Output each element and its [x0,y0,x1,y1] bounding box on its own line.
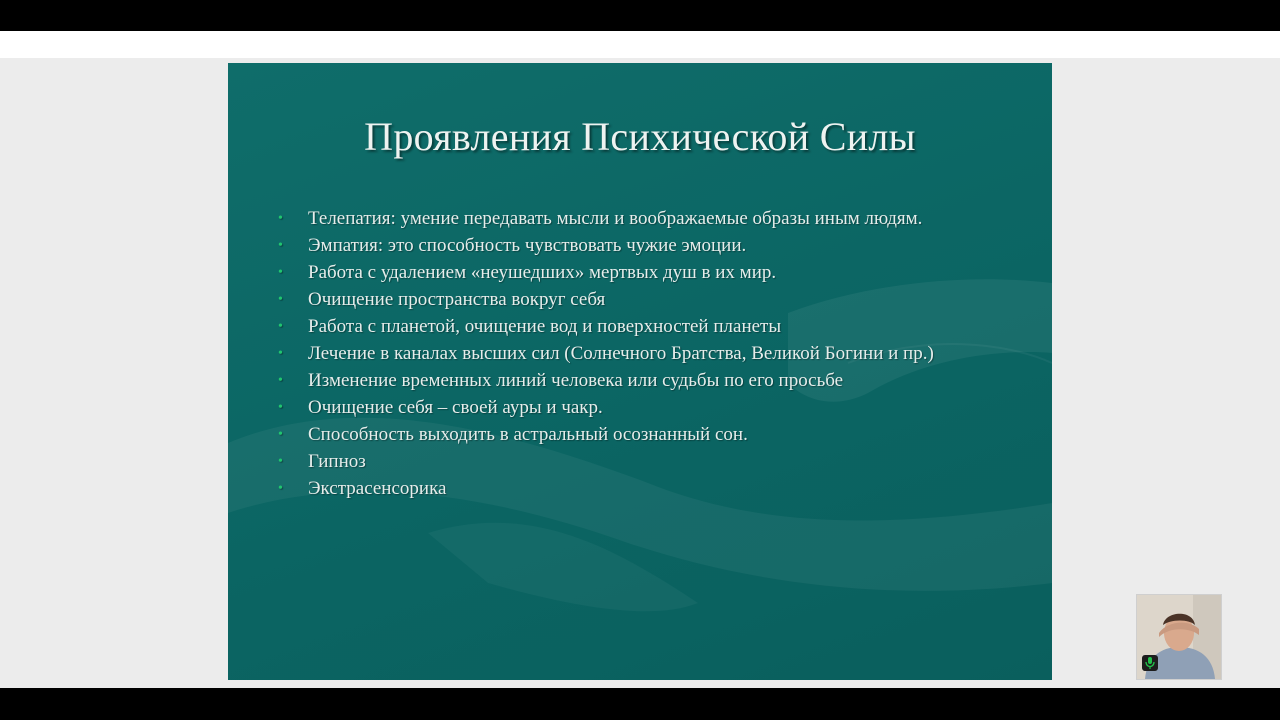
bullet-icon: • [278,373,283,388]
top-black-bar [0,0,1280,31]
bullet-icon: • [278,346,283,361]
presentation-slide [228,63,1052,680]
bottom-black-bar [0,688,1280,720]
participant-video-thumbnail[interactable] [1136,594,1222,680]
bullet-icon: • [278,238,283,253]
bullet-text: Гипноз [308,451,366,472]
list-item [274,289,1014,311]
bullet-icon: • [278,454,283,469]
slide-title: Проявления Психической Силы [364,114,916,159]
list-item [274,343,1014,365]
bullet-icon: • [278,400,283,415]
bullet-text: Эмпатия: это способность чувствовать чужие эмоции. [308,235,747,256]
bullet-icon: • [278,292,283,307]
list-item [274,262,1014,284]
bullet-icon: • [278,319,283,334]
bullet-icon: • [278,211,283,226]
bullet-icon: • [278,481,283,496]
list-item [274,316,1014,338]
list-item [274,370,1014,392]
bullet-text: Очищение себя – своей ауры и чакр. [308,397,603,418]
list-item [274,424,1014,446]
bullet-list [274,208,1014,505]
bullet-text: Телепатия: умение передавать мысли и воображаемые образы иным людям. [308,208,923,229]
bullet-text: Лечение в каналах высших сил (Солнечного Братства, Великой Богини и пр.) [308,343,934,364]
bullet-icon: • [278,265,283,280]
list-item [274,235,1014,257]
mic-badge[interactable] [1142,655,1158,671]
top-toolbar-strip [0,31,1280,58]
microphone-icon [1142,655,1158,671]
list-item [274,451,1014,473]
bullet-text: Способность выходить в астральный осознанный сон. [308,424,748,445]
bullet-text: Работа с удалением «неушедших» мертвых душ в их мир. [308,262,777,283]
bullet-text: Экстрасенсорика [308,478,447,499]
bullet-text: Работа с планетой, очищение вод и поверхностей планеты [308,316,782,337]
list-item [274,478,1014,500]
list-item [274,397,1014,419]
bullet-icon: • [278,427,283,442]
bullet-text: Изменение временных линий человека или судьбы по его просьбе [308,370,844,391]
bullet-text: Очищение пространства вокруг себя [308,289,606,310]
list-item [274,208,1014,230]
